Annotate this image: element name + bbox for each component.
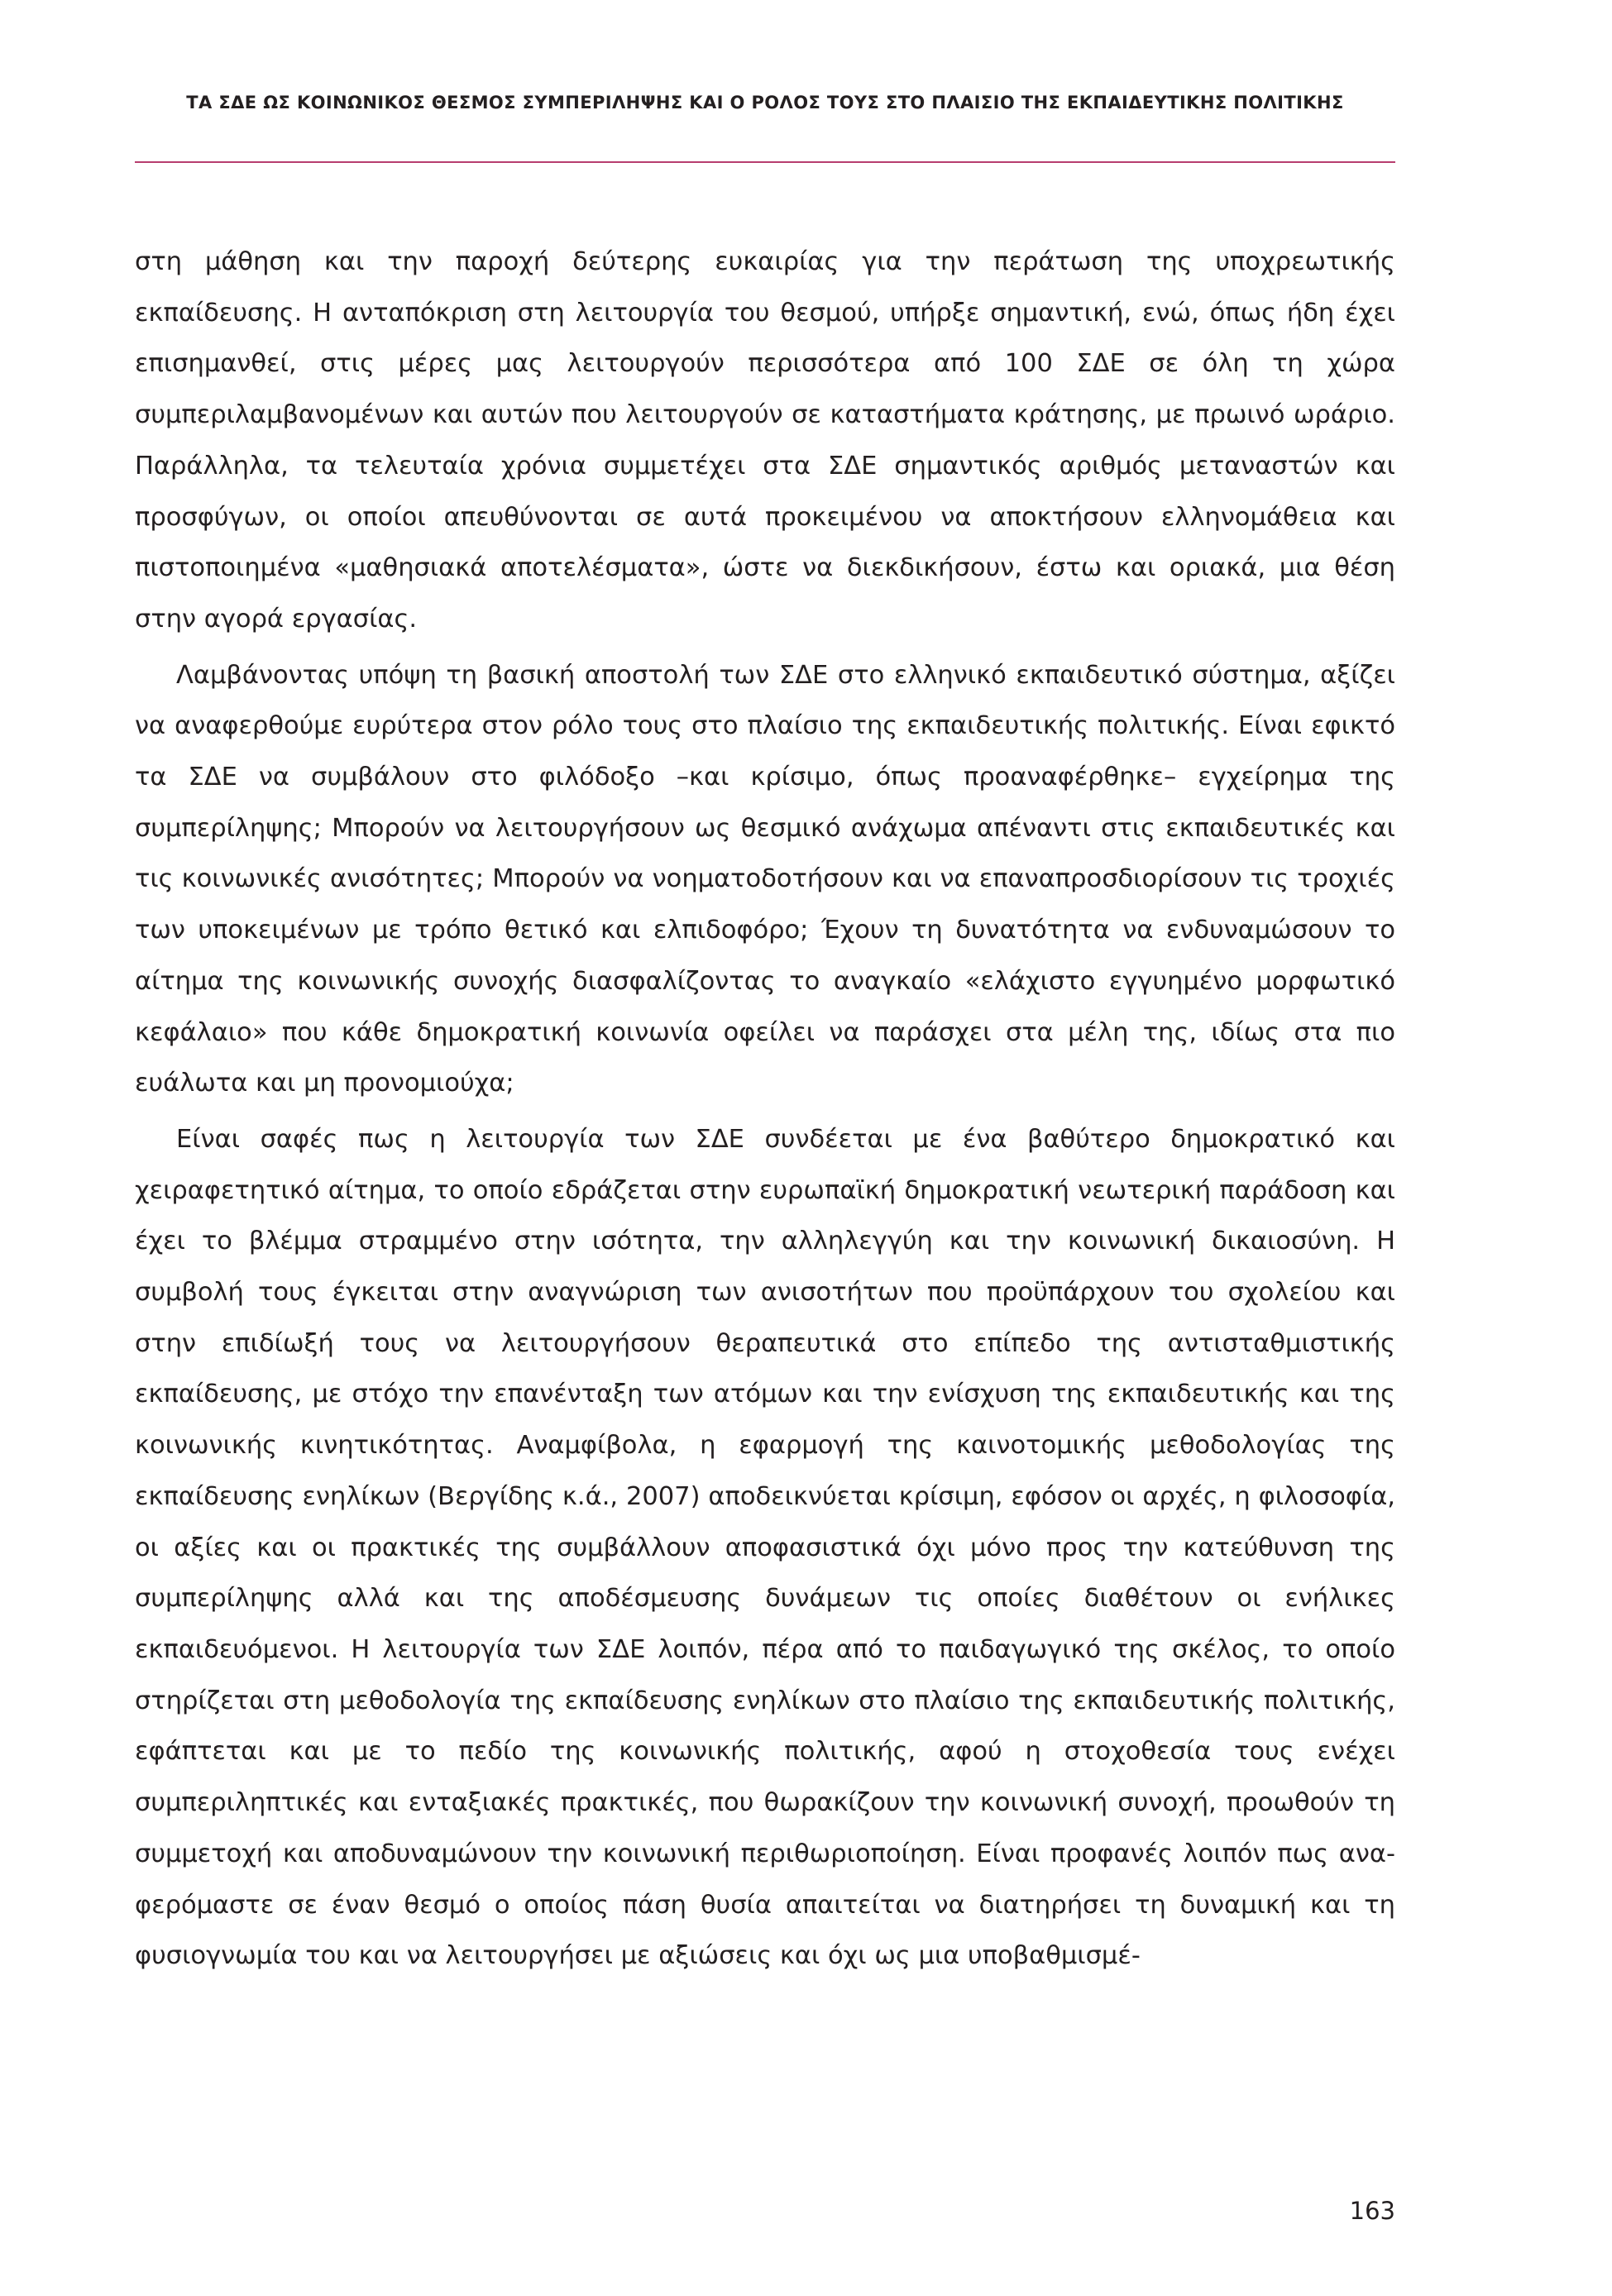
page-number: 163 xyxy=(1349,2197,1395,2225)
paragraph-democratic-demand: Είναι σαφές πως η λειτουργία των ΣΔΕ συνδέεται με ένα βαθύτερο δημοκρατικό και χειραφετητικό αίτημα, το οποίο εδράζεται στην ευρωπαϊκή δημοκρατική νεωτερική παράδοση και έχει το βλέμμα στραμμένο στην ισότητα, την αλληλεγγύη και την κοινωνική δικαιοσύνη. Η συμβολή τους έγκειται στην αναγνώριση των ανισοτήτων που προϋπάρχουν του σχολείου και στην επιδίωξή τους να λειτουργήσουν θεραπευτικά στο επίπεδο της αντισταθμιστικής εκπαίδευσης, με στόχο την επανένταξη των ατόμων και την ενίσχυση της εκπαιδευτικής και της κοινωνικής κινητικότητας. Αναμφίβολα, η εφαρμογή της καινοτομικής μεθοδολογίας της εκπαίδευσης ενηλίκων (Βεργίδης κ.ά., 2007) αποδεικνύεται κρίσιμη, εφόσον οι αρχές, η φιλοσοφία, οι αξίες και οι πρακτικές της συμβάλλουν αποφασιστικά όχι μόνο προς την κατεύθυνση της συμπερίληψης αλλά και της αποδέσμευσης δυνάμεων τις οποίες διαθέτουν οι ενήλικες εκπαιδευόμενοι. Η λειτουργία των ΣΔΕ λοιπόν, πέρα από το παιδαγωγικό της σκέλος, το οποίο στηρίζεται στη μεθοδολογία της εκπαίδευσης ενηλίκων στο πλαίσιο της εκπαιδευτικής πολιτικής, εφάπτεται και με το πεδίο της κοινωνικής πολιτικής, αφού η στοχοθεσία τους ενέχει συμπεριληπτικές και ενταξιακές πρακτικές, που θωρακίζουν την κοινωνική συνοχή, προωθούν τη συμμετοχή και αποδυναμώνουν την κοινωνική περιθωριοποίηση. Είναι προφανές λοιπόν πως αναφερόμαστε σε έναν θεσμό ο οποίος πάση θυσία απαιτείται να διατηρήσει τη δυναμική και τη φυσιογνωμία του και να λειτουργήσει με αξιώσεις και όχι ως μια υποβαθμισμέ- xyxy=(135,1124,1395,1971)
header-divider xyxy=(135,161,1395,163)
paragraph-continuation: στη μάθηση και την παροχή δεύτερης ευκαιρίας για την περάτωση της υποχρεωτικής εκπαίδευσης. Η ανταπόκριση στη λειτουργία του θεσμού, υπήρξε σημαντική, ενώ, όπως ήδη έχει επισημανθεί, στις μέρες μας λειτουργούν περισσότερα από 100 ΣΔΕ σε όλη τη χώρα συμπεριλαμβανομένων και αυτών που λειτουργούν σε καταστήματα κράτησης, με πρωινό ωράριο. Παράλληλα, τα τελευταία χρόνια συμμετέχει στα ΣΔΕ σημαντικός αριθμός μεταναστών και προσφύγων, οι οποίοι απευθύνονται σε αυτά προκειμένου να αποκτήσουν ελληνομάθεια και πιστοποιημένα «μαθησιακά αποτελέσματα», ώστε να διεκδικήσουν, έστω και οριακά, μια θέση στην αγορά εργασίας. xyxy=(135,247,1395,634)
body-text xyxy=(135,237,1395,1987)
running-header: ΤΑ ΣΔΕ ΩΣ ΚΟΙΝΩΝΙΚΟΣ ΘΕΣΜΟΣ ΣΥΜΠΕΡΙΛΗΨΗΣ ΚΑΙ Ο ΡΟΛΟΣ ΤΟΥΣ ΣΤΟ ΠΛΑΙΣΙΟ ΤΗΣ ΕΚΠΑΙΔΕΥΤΙΚΗΣ ΠΟΛΙΤΙΚΗΣ xyxy=(186,93,1344,112)
paragraph-questions: Λαμβάνοντας υπόψη τη βασική αποστολή των ΣΔΕ στο ελληνικό εκπαιδευτικό σύστημα, αξίζει να αναφερθούμε ευρύτερα στον ρόλο τους στο πλαίσιο της εκπαιδευτικής πολιτικής. Είναι εφικτό τα ΣΔΕ να συμβάλουν στο φιλόδοξο –και κρίσιμο, όπως προαναφέρθηκε– εγχείρημα της συμπερίληψης; Μπορούν να λειτουργήσουν ως θεσμικό ανάχωμα απέναντι στις εκπαιδευτικές και τις κοινωνικές ανισότητες; Μπορούν να νοηματοδοτήσουν και να επαναπροσδιορίσουν τις τροχιές των υποκειμένων με τρόπο θετικό και ελπιδοφόρο; Έχουν τη δυνατότητα να ενδυναμώσουν το αίτημα της κοινωνικής συνοχής διασφαλίζοντας το αναγκαίο «ελάχιστο εγγυημένο μορφωτικό κεφάλαιο» που κάθε δημοκρατική κοινωνία οφείλει να παράσχει στα μέλη της, ιδίως στα πιο ευάλωτα και μη προνομιούχα; xyxy=(135,660,1395,1098)
